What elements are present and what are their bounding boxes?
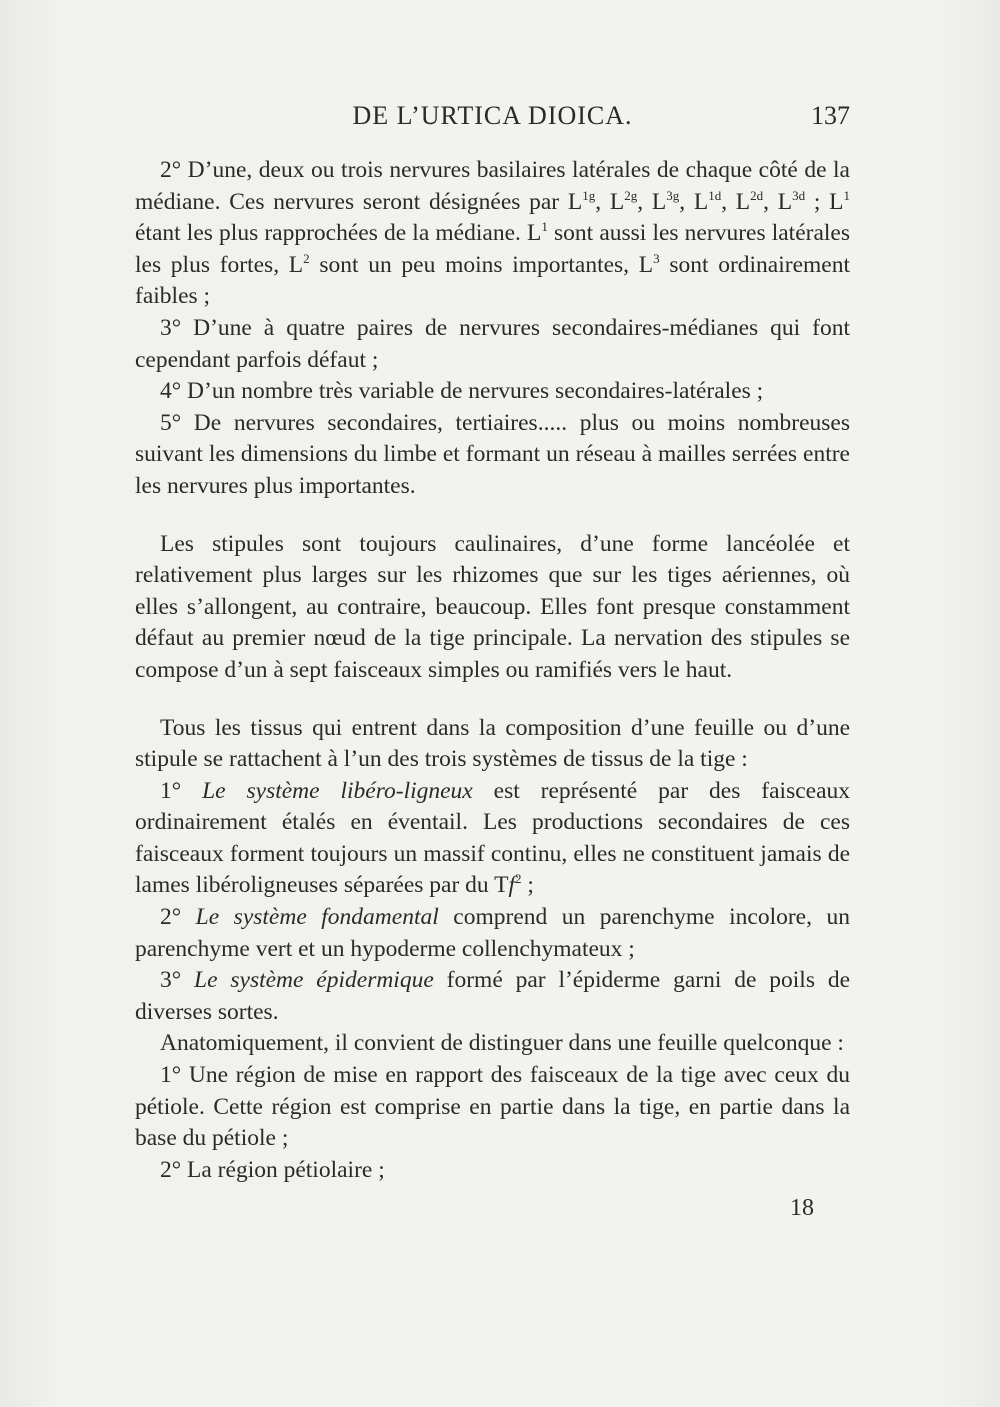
paragraph-tissus: Tous les tissus qui entrent dans la composition d’une feuille ou d’une stipule se rattachent à l’un des trois systèmes de tissus de la tige :	[135, 714, 850, 773]
page-number: 137	[811, 101, 850, 130]
signature-mark: 18	[790, 1195, 814, 1221]
list-item-epidermique: 3° Le système épidermique formé par l’épiderme garni de poils de diverses sortes.	[135, 967, 850, 1025]
body-text	[135, 155, 850, 1186]
paragraph-anatomie: Anatomiquement, il convient de distinguer dans une feuille quelconque :	[160, 1030, 844, 1057]
paragraph-stipules: Les stipules sont toujours caulinaires, d’une forme lancéolée et relativement plus larges sur les rhizomes que sur les tiges aériennes, où elles s’allongent, au contraire, beaucoup. Elles font presque constamment défaut au premier nœud de la tige principale. La nervation des stipules se compose d’un à sept faisceaux simples ou ramifiés vers le haut.	[135, 530, 850, 683]
list-item-nervures-basilaires: 2° D’une, deux ou trois nervures basilaires latérales de chaque côté de la médiane. Ces nervures seront désignées par $L^{1g}$, $L^{2g}$, $L^{3g}$, $L^{1d}$, $L^{2d}$, $L^{3d}$ ; $L^1$ étant les plus rapprochées de la médiane. $L^1$ sont aussi les nervures latérales les plus fortes, $L^2$ sont un peu moins importantes, $L^3$ sont ordinairement faibles ;	[135, 157, 851, 310]
running-title: DE L’URTICA DIOICA.	[352, 101, 633, 130]
list-item-region-petiolaire: 2° La région pétiolaire ;	[160, 1156, 385, 1183]
list-item-region-mise-en-rapport: 1° Une région de mise en rapport des faisceaux de la tige avec ceux du pétiole. Cette région est comprise en partie dans la tige, en partie dans la base du pétiole ;	[135, 1062, 850, 1152]
page-header	[135, 101, 850, 141]
list-item-secondaires-medianes: 3° D’une à quatre paires de nervures secondaires-médianes qui font cependant parfois défaut ;	[135, 314, 850, 373]
list-item-libero-ligneux: 1° Le système libéro-ligneux est représenté par des faisceaux ordinairement étalés en éventail. Les productions secondaires de ces faisceaux forment toujours un massif continu, elles ne constituent jamais de lames libéroligneuses séparées par du Tf$^2$ ;	[135, 777, 851, 899]
list-item-tertiaires: 5° De nervures secondaires, tertiaires..... plus ou moins nombreuses suivant les dimensions du limbe et formant un réseau à mailles serrées entre les nervures plus importantes.	[135, 409, 850, 499]
list-item-fondamental: 2° Le système fondamental comprend un parenchyme incolore, un parenchyme vert et un hypoderme collenchymateux ;	[135, 904, 850, 962]
list-item-secondaires-laterales: 4° D’un nombre très variable de nervures secondaires-latérales ;	[160, 378, 764, 405]
